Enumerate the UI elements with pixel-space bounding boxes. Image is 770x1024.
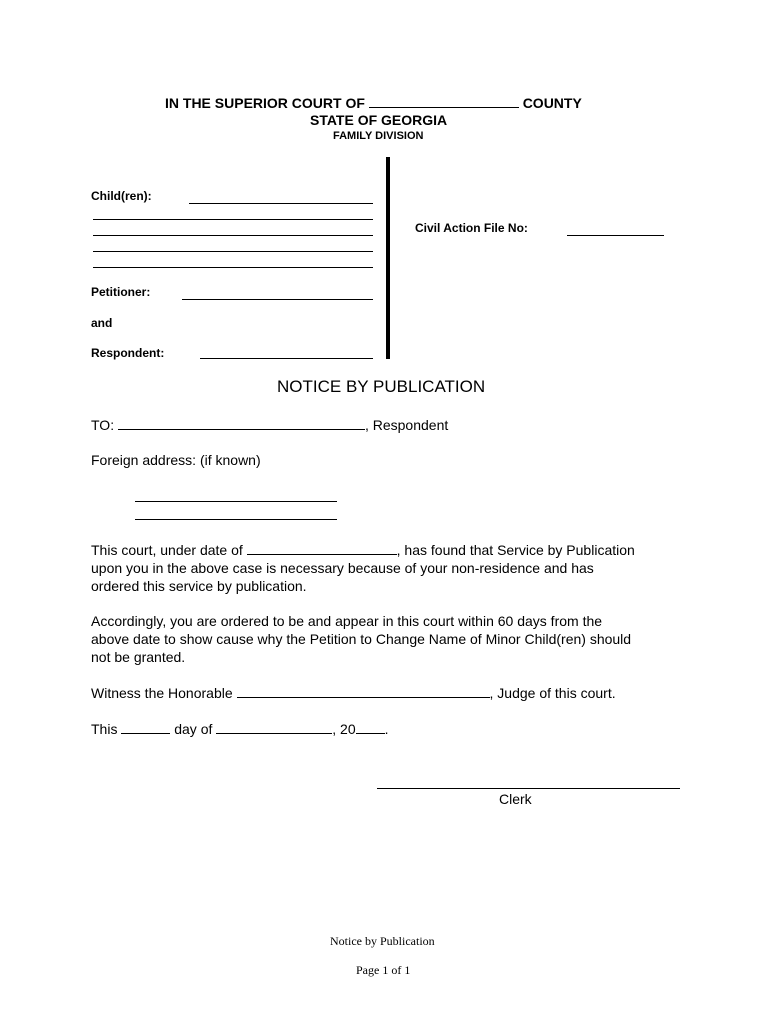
paragraph-order xyxy=(91,612,691,666)
children-blank-4 xyxy=(93,251,373,252)
paragraph-order-line-1: Accordingly, you are ordered to be and appear in this court within 60 days from the xyxy=(91,613,603,629)
caption-divider xyxy=(386,157,390,359)
state-heading: STATE OF GEORGIA xyxy=(310,112,448,128)
foreign-address-label: Foreign address: (if known) xyxy=(91,452,261,468)
to-line xyxy=(91,416,448,433)
court-heading xyxy=(165,94,582,111)
paragraph-order-line-3: not be granted. xyxy=(91,649,186,665)
paragraph-service-line-2: upon you in the above case is necessary because of your non-residence and has xyxy=(91,560,594,576)
service-date-blank xyxy=(247,541,397,555)
court-prefix: IN THE SUPERIOR COURT OF xyxy=(165,95,365,111)
address-blank-2 xyxy=(135,519,337,520)
footer-doc-name: Notice by Publication xyxy=(330,934,435,948)
day-blank xyxy=(121,720,170,734)
children-blank-2 xyxy=(93,219,373,220)
to-label: TO: xyxy=(91,417,115,433)
paragraph-service-line-1 xyxy=(91,541,691,559)
month-blank xyxy=(216,720,332,734)
witness-suffix: , Judge of this court. xyxy=(489,685,616,701)
children-blank-5 xyxy=(93,267,373,268)
respondent-blank xyxy=(200,358,373,359)
county-blank xyxy=(369,94,519,108)
date-day-of: day of xyxy=(174,721,213,737)
paragraph-service-line-3: ordered this service by publication. xyxy=(91,578,307,594)
paragraph-service xyxy=(91,541,691,595)
respondent-name-blank xyxy=(118,416,365,430)
division-heading: FAMILY DIVISION xyxy=(333,130,424,142)
service-part-2: , has found that Service by Publication xyxy=(396,542,635,558)
to-suffix: , Respondent xyxy=(364,417,449,433)
year-blank xyxy=(356,720,385,734)
service-part-1: This court, under date of xyxy=(91,542,243,558)
civil-action-label: Civil Action File No: xyxy=(415,221,528,235)
and-label: and xyxy=(91,316,113,330)
date-this: This xyxy=(91,721,118,737)
date-period: . xyxy=(384,721,389,737)
petitioner-label: Petitioner: xyxy=(91,285,151,299)
children-blank-1 xyxy=(189,203,373,204)
court-suffix: COUNTY xyxy=(522,95,582,111)
petitioner-blank xyxy=(182,299,373,300)
date-line xyxy=(91,720,389,737)
address-blank-1 xyxy=(135,501,337,502)
civil-action-blank xyxy=(567,235,664,236)
document-title: NOTICE BY PUBLICATION xyxy=(277,377,486,396)
witness-prefix: Witness the Honorable xyxy=(91,685,233,701)
clerk-label: Clerk xyxy=(499,791,532,807)
respondent-label: Respondent: xyxy=(91,346,165,360)
judge-name-blank xyxy=(237,684,490,698)
footer-page-number: Page 1 of 1 xyxy=(356,963,411,977)
children-blank-3 xyxy=(93,235,373,236)
children-label: Child(ren): xyxy=(91,189,152,203)
witness-line xyxy=(91,684,616,701)
clerk-signature-line xyxy=(377,788,680,789)
paragraph-order-line-2: above date to show cause why the Petition to Change Name of Minor Child(ren) should xyxy=(91,631,632,647)
date-year-prefix: , 20 xyxy=(332,721,356,737)
